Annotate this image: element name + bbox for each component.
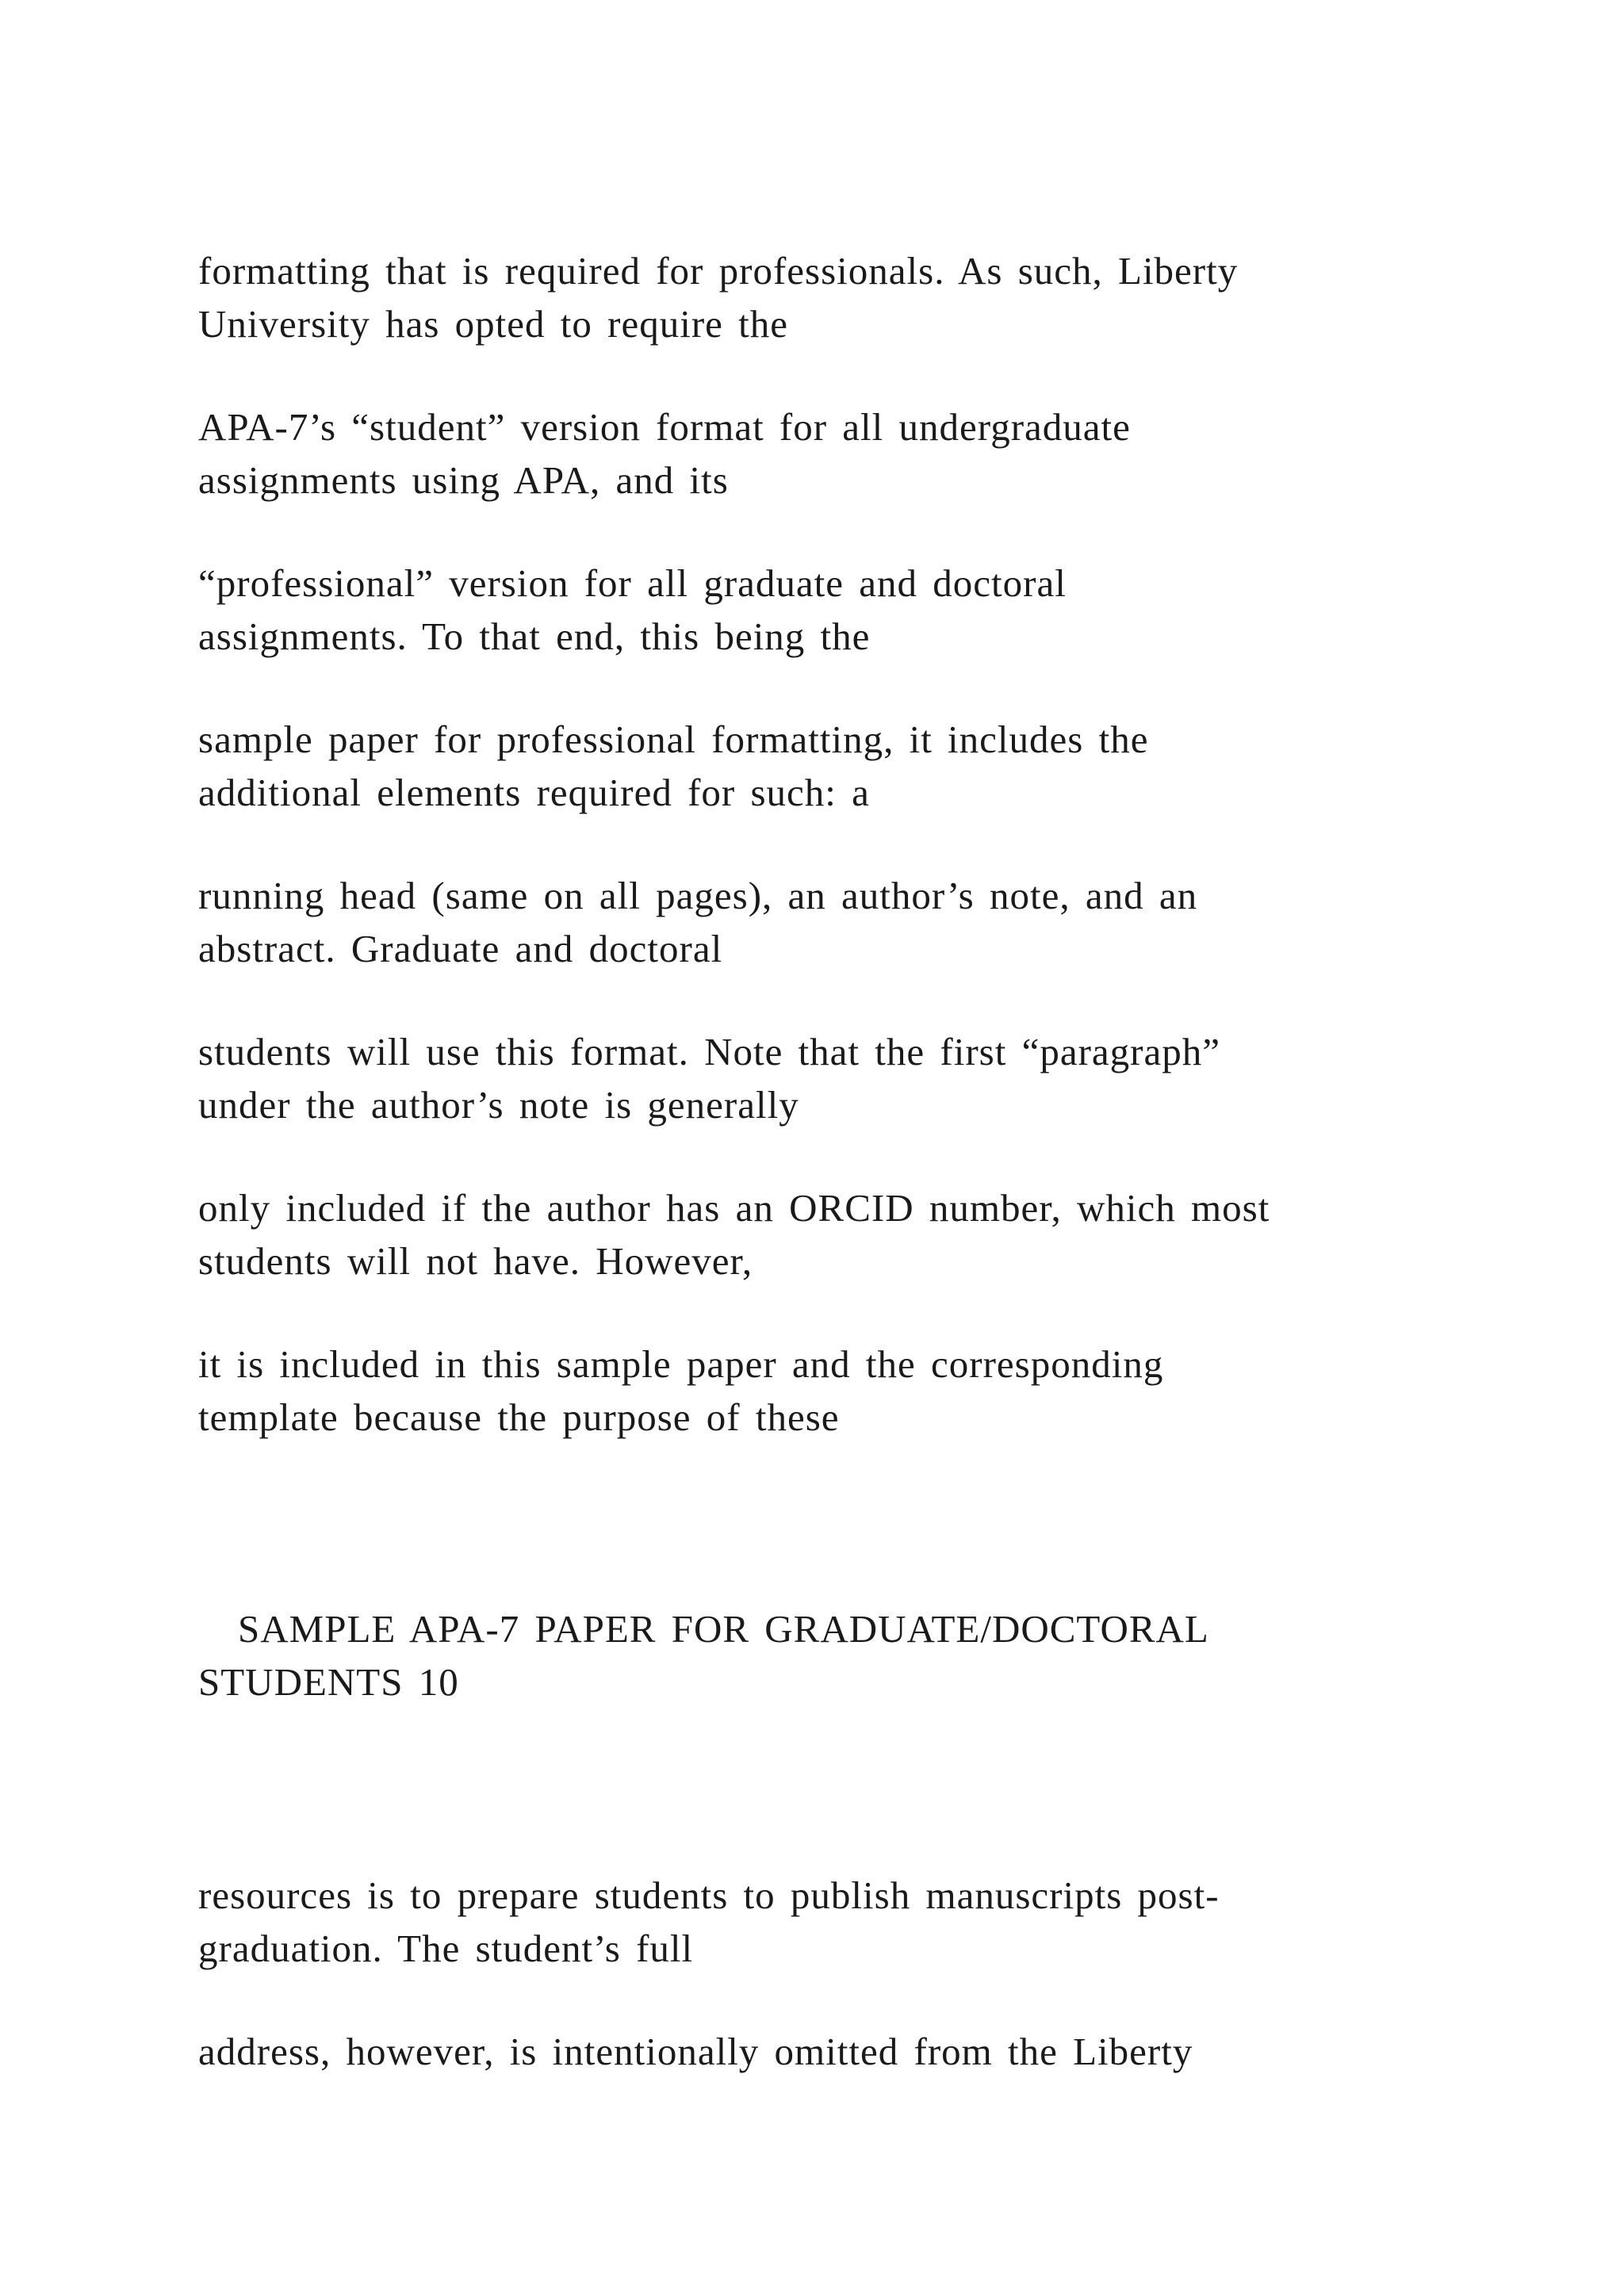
- paragraph-9: [198, 1869, 1467, 1975]
- paragraph-line: assignments. To that end, this being the: [198, 614, 871, 658]
- paragraph-5: [198, 869, 1467, 975]
- paragraph-line: sample paper for professional formatting, it includes the: [198, 718, 1149, 761]
- paragraph-6: [198, 1025, 1467, 1131]
- paragraph-line: students will use this format. Note that the first “paragraph”: [198, 1030, 1220, 1073]
- paragraph-line: address, however, is intentionally omitted from the Liberty: [198, 2030, 1193, 2073]
- paragraph-line: “professional” version for all graduate and doctoral: [198, 561, 1067, 605]
- paragraph-line: running head (same on all pages), an author’s note, and an: [198, 874, 1198, 917]
- paragraph-line: under the author’s note is generally: [198, 1083, 799, 1127]
- paragraph-line: formatting that is required for professionals. As such, Liberty: [198, 249, 1239, 293]
- paragraph-line: only included if the author has an ORCID number, which most: [198, 1186, 1270, 1230]
- paragraph-4: [198, 713, 1467, 819]
- paragraph-line: abstract. Graduate and doctoral: [198, 927, 723, 970]
- paragraph-line: additional elements required for such: a: [198, 771, 870, 814]
- paragraph-10: [198, 2025, 1467, 2078]
- paragraph-7: [198, 1181, 1467, 1288]
- paragraph-line: University has opted to require the: [198, 302, 789, 346]
- paragraph-3: [198, 557, 1467, 663]
- paragraph-line: assignments using APA, and its: [198, 458, 729, 502]
- running-head-page-number: STUDENTS 10: [198, 1660, 459, 1704]
- running-head-title: SAMPLE APA-7 PAPER FOR GRADUATE/DOCTORAL: [238, 1607, 1209, 1651]
- paragraph-line: it is included in this sample paper and the corresponding: [198, 1342, 1164, 1386]
- paragraph-1: [198, 244, 1467, 350]
- paragraph-line: resources is to prepare students to publish manuscripts post-: [198, 1873, 1220, 1917]
- paragraph-line: graduation. The student’s full: [198, 1927, 694, 1970]
- paragraph-line: template because the purpose of these: [198, 1395, 840, 1439]
- paragraph-line: APA-7’s “student” version format for all undergraduate: [198, 405, 1131, 449]
- paragraph-2: [198, 400, 1467, 507]
- running-head: [198, 1602, 1467, 1709]
- paragraph-line: students will not have. However,: [198, 1239, 753, 1283]
- paragraph-8: [198, 1337, 1467, 1444]
